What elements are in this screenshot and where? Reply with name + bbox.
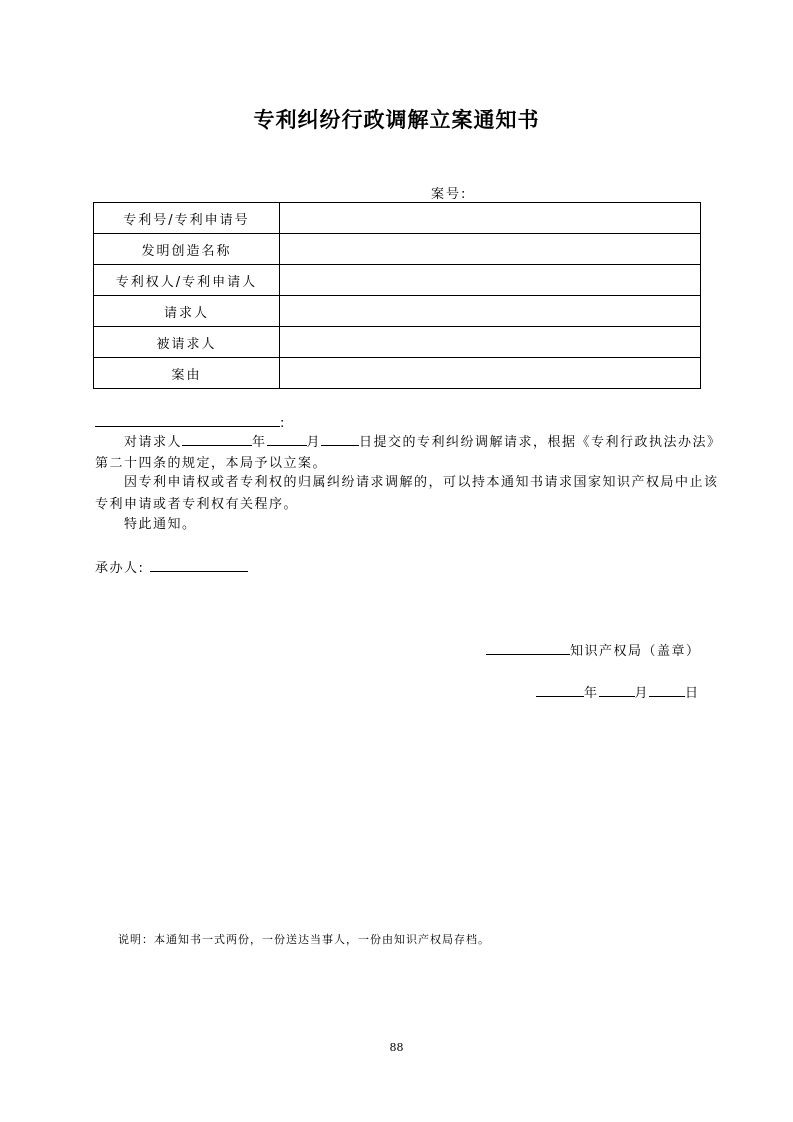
year-blank[interactable] [536, 682, 584, 697]
signature-date [536, 682, 700, 704]
respondent-label: 被请求人 [94, 327, 280, 358]
paragraph-1-continued: 第二十四条的规定，本局予以立案。 [95, 456, 328, 471]
paragraph-2-line-1: 因专利申请权或者专利权的归属纠纷请求调解的，可以持本通知书请求国家知识产权局中止该 [124, 475, 719, 490]
document-title: 专利纠纷行政调解立案通知书 [253, 108, 540, 132]
p1-year: 年 [252, 435, 267, 450]
p1-day-text: 日提交的专利纠纷调解请求，根据《专利行政执法办法》 [359, 435, 722, 450]
invention-name-field[interactable] [280, 234, 701, 265]
office-suffix: 知识产权局（盖章） [570, 644, 701, 659]
table-row [94, 234, 701, 265]
requester-name-blank[interactable] [182, 431, 252, 446]
month-blank[interactable] [599, 682, 635, 697]
day-blank[interactable] [649, 682, 685, 697]
respondent-field[interactable] [280, 327, 701, 358]
case-info-table [93, 202, 701, 389]
handler-blank[interactable] [150, 557, 248, 572]
page-number: 88 [389, 1041, 404, 1054]
table-row [94, 358, 701, 389]
table-row [94, 327, 701, 358]
table-row [94, 203, 701, 234]
patent-number-label: 专利号/专利申请号 [94, 203, 280, 234]
cause-label: 案由 [94, 358, 280, 389]
patent-number-field[interactable] [280, 203, 701, 234]
patentee-field[interactable] [280, 265, 701, 296]
table-row [94, 296, 701, 327]
paragraph-1 [124, 431, 722, 453]
year-label: 年 [584, 686, 599, 701]
invention-name-label: 发明创造名称 [94, 234, 280, 265]
p1-lead: 对请求人 [124, 435, 183, 450]
p1-month-blank[interactable] [267, 431, 307, 446]
requester-field[interactable] [280, 296, 701, 327]
p1-day-blank[interactable] [321, 431, 359, 446]
paragraph-3: 特此通知。 [124, 517, 197, 532]
month-label: 月 [634, 686, 650, 701]
requester-label: 请求人 [94, 296, 280, 327]
p1-month: 月 [306, 435, 322, 450]
footnote: 说明：本通知书一式两份，一份送达当事人，一份由知识产权局存档。 [118, 933, 490, 946]
recipient-colon: : [280, 416, 286, 431]
office-signature [486, 640, 701, 662]
day-label: 日 [685, 686, 700, 701]
handler-line [95, 557, 248, 579]
cause-field[interactable] [280, 358, 701, 389]
handler-label: 承办人: [95, 561, 145, 576]
paragraph-2-line-2: 专利申请或者专利权有关程序。 [95, 497, 299, 512]
patentee-label: 专利权人/专利申请人 [94, 265, 280, 296]
recipient-blank[interactable] [95, 412, 280, 427]
table-row [94, 265, 701, 296]
case-number-label: 案号: [431, 187, 468, 202]
office-name-blank[interactable] [486, 640, 570, 655]
